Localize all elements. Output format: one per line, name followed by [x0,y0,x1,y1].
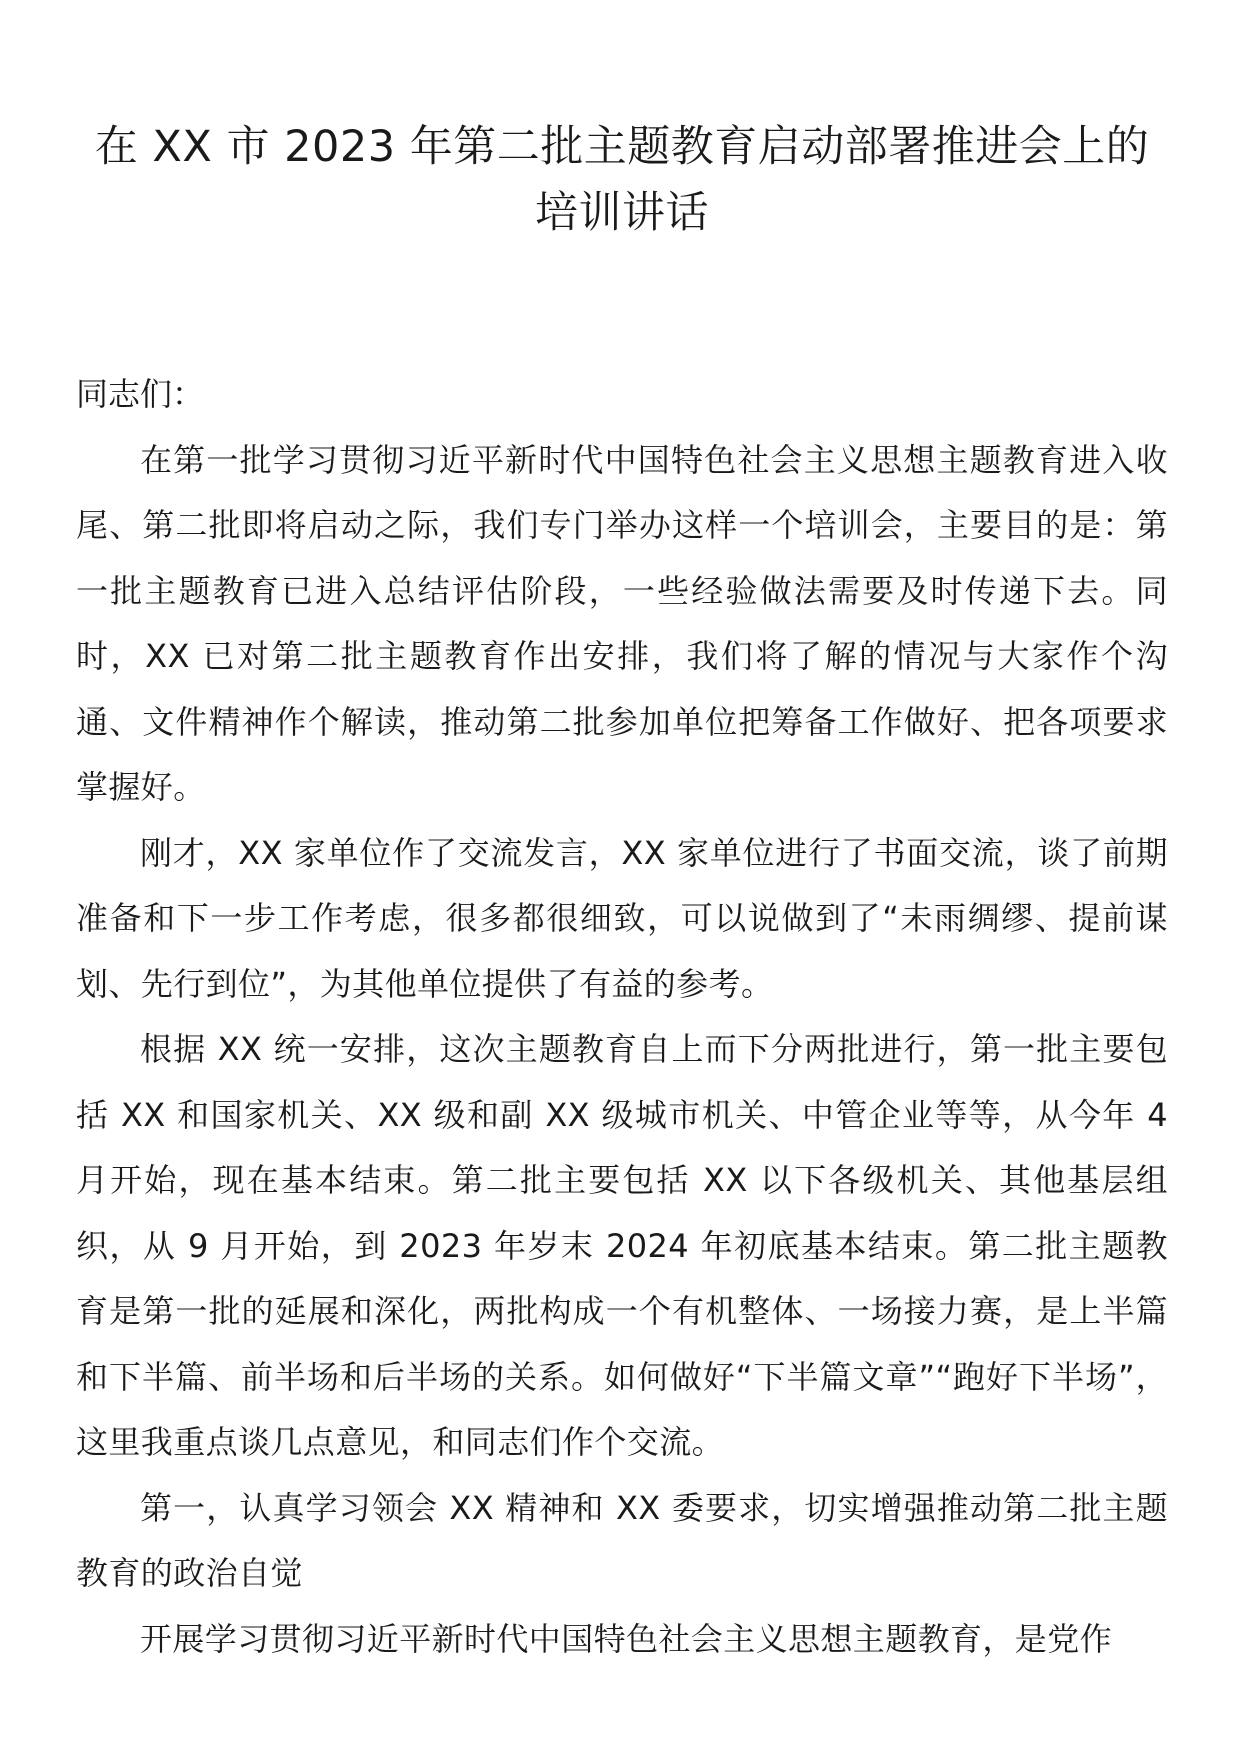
paragraph: 根据 XX 统一安排，这次主题教育自上而下分两批进行，第一批主要包括 XX 和国家机关、XX 级和副 XX 级城市机关、中管企业等等，从今年 4 月开始，现在基本结束。第二批主要包括 XX 以下各级机关、其他基层组织，从 9 月开始，到 2023 年岁末 2024 年初底基本结束。第二批主题教育是第一批的延展和深化，两批构成一个有机整体、一场接力赛，是上半篇和下半篇、前半场和后半场的关系。如何做好“下半篇文章”“跑好下半场”，这里我重点谈几点意见，和同志们作个交流。 [76,1030,1168,1461]
document-page [76,0,1168,1754]
document-body [76,428,1168,1673]
document-title [76,114,1168,246]
title-line-2: 培训讲话 [535,188,709,238]
paragraph: 开展学习贯彻习近平新时代中国特色社会主义思想主题教育，是党作 [140,1619,1113,1658]
section-heading: 第一，认真学习领会 XX 精神和 XX 委要求，切实增强推动第二批主题教育的政治自觉 [76,1488,1168,1592]
title-line-1: 在 XX 市 2023 年第二批主题教育启动部署推进会上的 [94,122,1150,172]
paragraph: 刚才，XX 家单位作了交流发言，XX 家单位进行了书面交流，谈了前期准备和下一步工作考虑，很多都很细致，可以说做到了“未雨绸缪、提前谋划、先行到位”，为其他单位提供了有益的参考。 [76,833,1168,1003]
paragraph: 在第一批学习贯彻习近平新时代中国特色社会主义思想主题教育进入收尾、第二批即将启动之际，我们专门举办这样一个培训会，主要目的是：第一批主题教育已进入总结评估阶段，一些经验做法需要及时传递下去。同时，XX 已对第二批主题教育作出安排，我们将了解的情况与大家作个沟通、文件精神作个解读，推动第二批参加单位把筹备工作做好、把各项要求掌握好。 [76,440,1168,806]
salutation: 同志们： [76,375,205,413]
